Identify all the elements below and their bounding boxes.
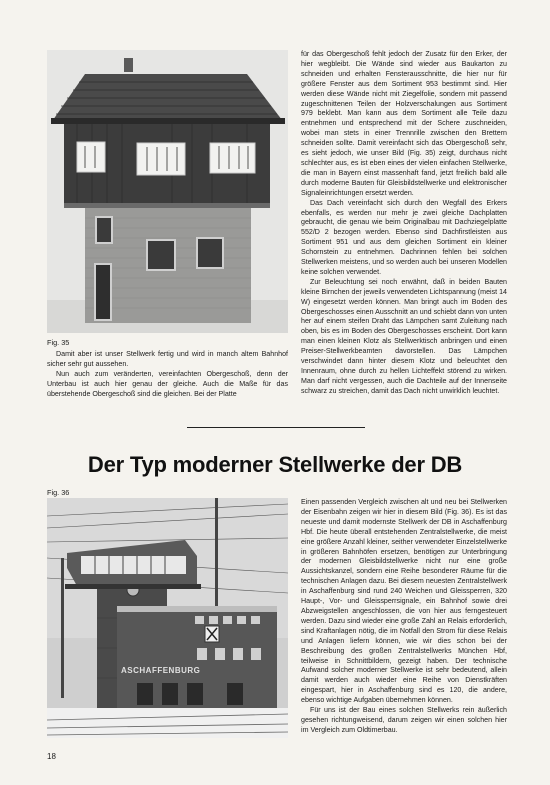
paragraph: Zur Beleuchtung sei noch erwähnt, daß in beiden Bauten kleine Birnchen der jeweils verwendeten Lichtspannung (meist 14 W) eingesetzt werden können. Man bringt auch im Boden des Obergeschosses einen Ausschnitt an und schiebt dann von unten her auf einem steifen Draht das Lämpchen samt Zuleitung nach oben, bis es im Boden des Obergeschosses erscheint. Dort kann man einen kleinen Klotz als Stellwerktisch anbringen und einen Preiser-Stellwerkbeamten davorstellen. Das Lämpchen verschwindet dann hinter diesem Klotz und beleuchtet den Innenraum, ohne durch zu hellen Lichteffekt störend zu wirken. Man darf nicht vergessen, auch die Dachteile auf der Innenseite schwarz zu streichen, damit das Dach nicht unwirklich leuchtet. <box>301 277 507 395</box>
paragraph: für das Obergeschoß fehlt jedoch der Zusatz für den Erker, der hier wegbleibt. Die Wände sind wieder aus Baukarton zu schneiden und erhalten Fensterausschnitte, die hier nur für größere Fenster aus dem Sortiment 953 bestimmt sind. Hier werden diese Wände nicht mit Ziegelfolie, sondern mit passend zugeschnittenen Teilen der Holzverschalungen aus Sortiment 979 beklebt. Man kann aus dem Sortiment alle Teile dazu entnehmen und entsprechend mit der Schere zuschneiden, wobei man stets in einer Trennrille zwischen den Brettern schneiden sollte. Damit vereinfacht sich das Obergeschoß sehr, es sieht jedoch, wie unser Bild (Fig. 35) zeigt, durchaus nicht schlechter aus, es ist eben eines der vielen einfachen Stellwerke, die man in Bayern einst massenhaft fand, jetzt freilich bald alle durch moderne Bauten für Gleisbildstellwerke und elektronischer Signaleinrichtungen ersetzt werden. <box>301 50 507 197</box>
photo-sign-text: ASCHAFFENBURG <box>121 666 201 675</box>
text-column-top-right <box>301 50 507 397</box>
caption-fig-35: Fig. 35 <box>47 338 70 347</box>
page-number: 18 <box>47 752 56 761</box>
paragraph: Damit aber ist unser Stellwerk fertig und wird in manch altem Bahnhof sicher sehr gut aussehen. <box>47 350 288 368</box>
text-column-bottom-right <box>301 498 507 736</box>
photo-fig-35 <box>47 50 288 333</box>
text-column-top-left <box>47 350 288 400</box>
paragraph: Nun auch zum veränderten, vereinfachten Obergeschoß, denn der Unterbau ist auch hier genau der gleiche. Auch die Maße für das überstehende Obergeschoß sind die gleichen. Bei der Platte <box>47 369 288 398</box>
section-heading: Der Typ moderner Stellwerke der DB <box>87 452 463 477</box>
caption-fig-36: Fig. 36 <box>47 488 70 497</box>
paragraph: Für uns ist der Bau eines solchen Stellwerks rein äußerlich gesehen richtungweisend, darum zeigen wir einen solchen hier im Vergleich zum Oldtimerbau. <box>301 706 507 734</box>
paragraph: Einen passenden Vergleich zwischen alt und neu bei Stellwerken der Eisenbahn zeigen wir hier in diesem Bild (Fig. 36). Es ist das neueste und damit modernste Stellwerk der DB in Aschaffenburg Hbf. Die heute überall entstehenden Zentralstellwerke, die meist eine größere Anzahl kleiner, seither verwendeter Einzelstellwerke in größeren Bahnhöfen ersetzen, benötigen zur Unterbringung der modernen Gleisbildstellwerke nicht nur eine große Aussichtskanzel, sondern eine Reihe besonderer Räume für die technischen Anlagen dazu. Bei diesem neuesten Zentralstellwerk in Aschaffenburg sind rund 240 Weichen und Gleissperren, 320 Haupt-, Vor- und Gleissperrsignale, ein Bahnhof sowie drei Abzweigstellen angeschlossen, die von hier aus ferngesteuert werden. Dazu sind wieder eine große Zahl an Relais erforderlich, sind Kraftanlagen nötig, die im Notfall den Strom für diese Relais und Anlagen liefern können, wie wir dies schon bei der Beschreibung des großen Zentralstellwerks München Hbf, teilweise in Schnittbildern, gezeigt haben. Der technische Aufwand solcher moderner Stellwerke ist sehr bedeutend, allein damit werden auch wieder eine Reihe von Dienstkräften eingespart, hier in Aschaffenburg sind es 120, die andere, ebenso wichtige Aufgaben übernehmen können. <box>301 498 507 705</box>
photo-fig-36 <box>47 498 288 738</box>
section-divider <box>187 427 365 428</box>
paragraph: Das Dach vereinfacht sich durch den Wegfall des Erkers ebenfalls, es werden nur mehr je zwei gleiche Dachplatten gebraucht, die genau wie beim Originalbau mit Dachziegelplatte 552/D 2 bezogen werden. Ebenso sind Dachfirstleisten aus Sortiment 951 und aus dem gleichen Sortiment ein kleiner Schornstein zu entnehmen. Dachrinnen fehlen bei solchen Stellwerken meistens, und so werden auch bei unseren Modellen keine solchen verwendet. <box>301 198 507 276</box>
